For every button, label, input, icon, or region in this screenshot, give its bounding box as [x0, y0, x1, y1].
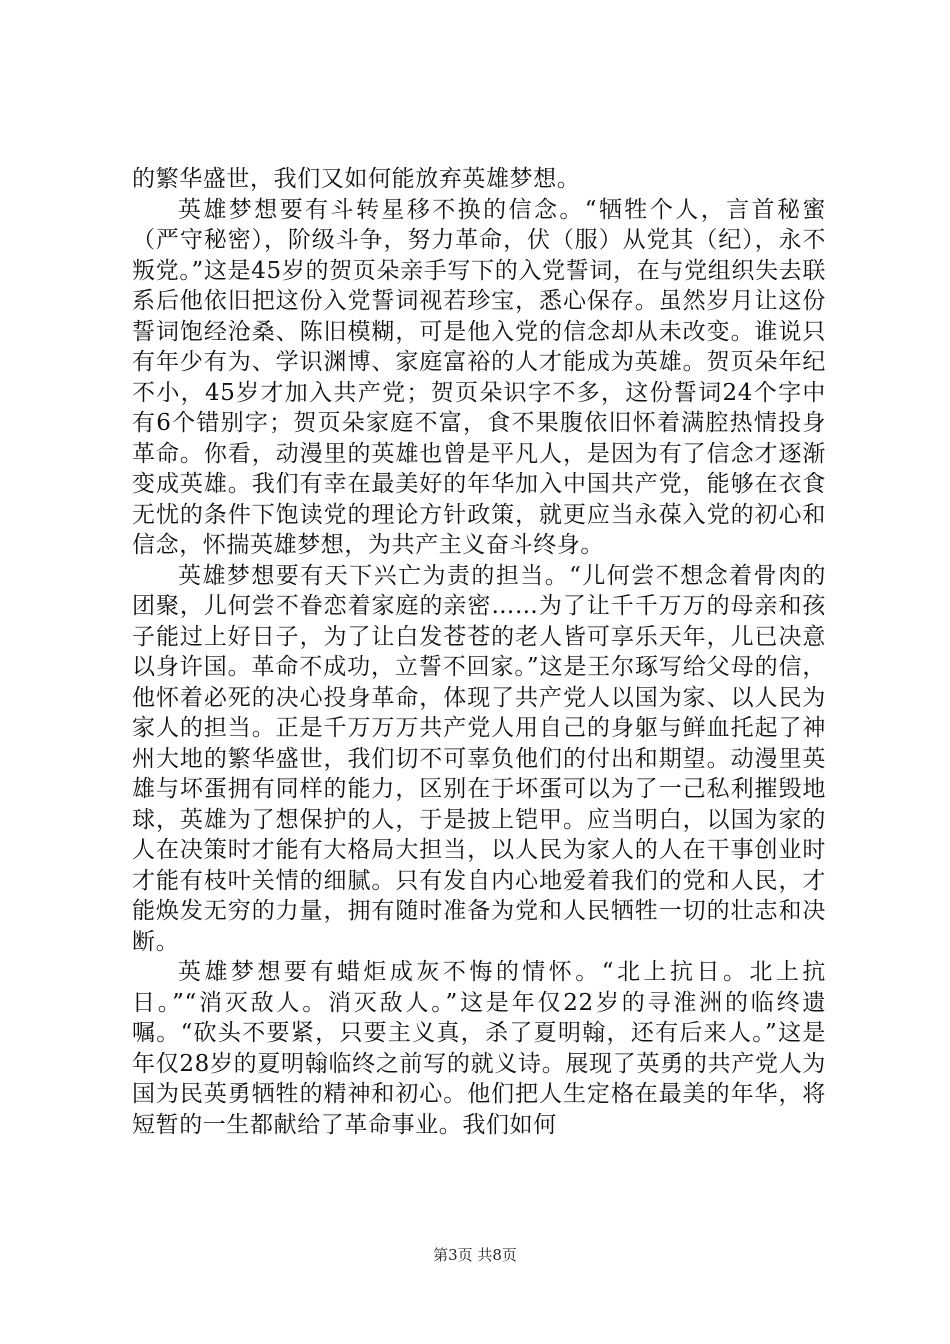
page-number: 第3页 共8页 [433, 1246, 517, 1264]
paragraph: 英雄梦想要有蜡炬成灰不悔的情怀。“北上抗日。北上抗日。”“消灭敌人。消灭敌人。”这是年仅22岁的寻淮洲的临终遗嘱。“砍头不要紧，只要主义真，杀了夏明翰，还有后来人。”这是年仅28岁的夏明翰临终之前写的就义诗。展现了英勇的共产党人为国为民英勇牺牲的精神和初心。他们把人生定格在最美的年华，将短暂的一生都献给了革命事业。我们如何 [132, 959, 826, 1138]
paragraph: 英雄梦想要有天下兴亡为责的担当。“儿何尝不想念着骨肉的团聚，儿何尝不眷恋着家庭的亲密……为了让千千万万的母亲和孩子能过上好日子，为了让白发苍苍的老人皆可享乐天年，儿已决意以身许国。革命不成功，立誓不回家。”这是王尔琢写给父母的信，他怀着必死的决心投身革命，体现了共产党人以国为家、以人民为家人的担当。正是千万万万共产党人用自己的身躯与鲜血托起了神州大地的繁华盛世，我们切不可辜负他们的付出和期望。动漫里英雄与坏蛋拥有同样的能力，区别在于坏蛋可以为了一己私利摧毁地球，英雄为了想保护的人，于是披上铠甲。应当明白，以国为家的人在决策时才能有大格局大担当，以人民为家人的人在干事创业时才能有枝叶关情的细腻。只有发自内心地爱着我们的党和人民，才能焕发无穷的力量，拥有随时准备为党和人民牺牲一切的壮志和决断。 [132, 562, 826, 955]
document-body [132, 164, 826, 1140]
paragraph: 英雄梦想要有斗转星移不换的信念。“牺牲个人，言首秘蜜（严守秘密），阶级斗争，努力革命，伏（服）从党其（纪），永不叛党。”这是45岁的贺页朵亲手写下的入党誓词，在与党组织失去联系后他依旧把这份入党誓词视若珍宝，悉心保存。虽然岁月让这份誓词饱经沧桑、陈旧模糊，可是他入党的信念却从未改变。谁说只有年少有为、学识渊博、家庭富裕的人才能成为英雄。贺页朵年纪不小，45岁才加入共产党；贺页朵识字不多，这份誓词24个字中有6个错别字；贺页朵家庭不富，食不果腹依旧怀着满腔热情投身革命。你看，动漫里的英雄也曾是平凡人，是因为有了信念才逐渐变成英雄。我们有幸在最美好的年华加入中国共产党，能够在衣食无忧的条件下饱读党的理论方针政策，就更应当永葆入党的初心和信念，怀揣英雄梦想，为共产主义奋斗终身。 [132, 196, 826, 558]
page-footer [0, 1244, 950, 1265]
paragraph: 的繁华盛世，我们又如何能放弃英雄梦想。 [132, 166, 581, 192]
